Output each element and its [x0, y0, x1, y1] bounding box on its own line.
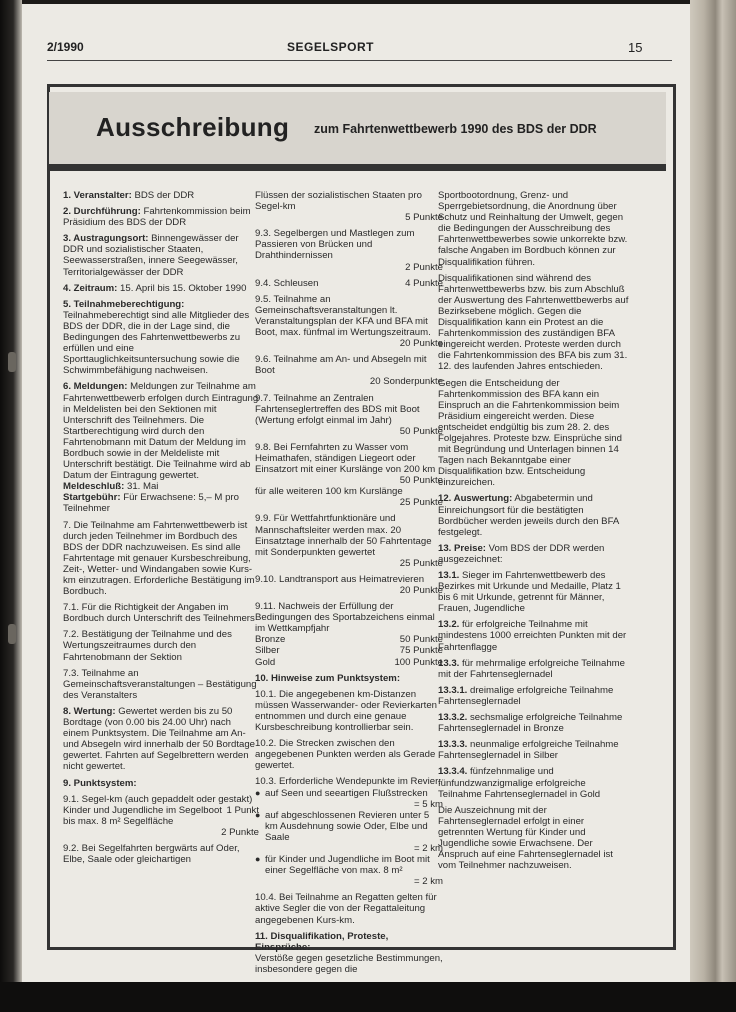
paragraph: 9.2. Bei Segelfahrten bergwärts auf Oder, Elbe, Saale oder gleichartigen	[63, 842, 240, 866]
list-item: ● auf Seen und seeartigen Flußstrecken = 5 km	[255, 788, 443, 810]
paragraph: 10. Hinweise zum Punktsystem:	[255, 672, 401, 684]
paragraph: Die Auszeichnung mit der Fahrtenseglernadel erfolgt in einer getrennten Wertung für Kinder und Jugendliche sowie Erwachsene. Der Anspruch auf eine Fahrtenseglernadel ist vom Teilnehmer nachzuweisen.	[438, 804, 613, 872]
column-2	[255, 190, 443, 980]
paragraph: 6. Meldungen: Meldungen zur Teilnahme am Fahrtenwettbewerb erfolgen durch Eintragung in Meldelisten bei den Sektionen mit Unterschrift des Teilnehmers. Die Startberechtigung wird durch den Fahrtenobmann mit Datum der Meldung im Bordbuch sowie in der Meldeliste mit Unterschrift bestätigt. Die Teilnahme wird ab Datum der Eintragung gewertet.	[63, 381, 259, 482]
magazine-name: SEGELSPORT	[287, 40, 375, 54]
paragraph: Sportbootordnung, Grenz- und Sperrgebietsordnung, die Anordnung über Schutz und Reinhaltung der Umwelt, gegen die Bedingungen der Ausschreibung des Fahrtenwettbewerbes sowie unkorrekte bzw. falsche Angaben im Bordbuch können zur Disqualifikation führen.	[438, 190, 628, 268]
paragraph: 1. Veranstalter: BDS der DDR	[63, 190, 195, 201]
paragraph: Flüssen der sozialistischen Staaten pro Segel-km 5 Punkte	[255, 190, 443, 224]
paragraph: 9.8. Bei Fernfahrten zu Wasser vom Heimathafen, ständigen Liegeort oder Einsatzort mit einer Kurslänge von 200 km 50 Punkte	[255, 441, 443, 487]
paragraph: 11. Disqualifikation, Proteste, Einsprüche:	[255, 930, 389, 953]
list-item: ● für Kinder und Jugendliche im Boot mit einer Segelfläche von max. 8 m² = 2 km	[255, 854, 443, 887]
medal-row: Gold 100 Punkte	[255, 656, 443, 668]
paragraph: 9.5. Teilnahme an Gemeinschaftsveranstaltungen lt. Veranstaltungsplan der KFA und BFA mit Boot, max. fünfmal im Wertungszeitraum. 20 Punkte	[255, 293, 443, 350]
paragraph: 13. Preise: Vom BDS der DDR werden ausgezeichnet:	[438, 542, 605, 565]
article-title: Ausschreibung	[96, 112, 290, 142]
paragraph: 8. Wertung: Gewertet werden bis zu 50 Bordtage (von 0.00 bis 24.00 Uhr) nach einem Punktsystem. Die Teilnahme am An- und Absegeln wird innerhalb der 50 Bordtage gewertet. Fahrten auf Segelbrettern werden nicht gewertet.	[63, 705, 256, 773]
scan-left-edge	[0, 0, 22, 1012]
paragraph: 13.3.1. dreimalige erfolgreiche Teilnahme Fahrtenseglernadel	[438, 684, 614, 707]
paragraph: 13.3.4. fünfzehnmalige und fünfundzwanzigmalige erfolgreiche Teilnahme Fahrtenseglernadel in Gold	[438, 766, 601, 800]
paragraph: 7.1. Für die Richtigkeit der Angaben im Bordbuch durch Unterschrift des Teilnehmers	[63, 602, 255, 625]
paragraph: für alle weiteren 100 km Kurslänge 25 Punkte	[255, 486, 443, 509]
paragraph: 13.2. für erfolgreiche Teilnahme mit mindestens 1000 erreichten Punkten mit der Fahrtenflagge	[438, 619, 627, 653]
paragraph: 7.2. Bestätigung der Teilnahme und des Wertungszeitraumes durch den Fahrtenobmann der Sektion	[63, 629, 232, 663]
header-rule	[47, 60, 672, 61]
paragraph: Verstöße gegen gesetzliche Bestimmungen, insbesondere gegen die	[255, 952, 443, 975]
paragraph: 13.3.3. neunmalige erfolgreiche Teilnahme Fahrtenseglernadel in Silber	[438, 739, 619, 762]
paragraph: 5. Teilnahmeberechtigung: Teilnahmeberechtigt sind alle Mitglieder des BDS der DDR, die in der Lage sind, die Bedingungen des Fahrtenwettbewerbs zu erfüllen und eine Sporttauglichkeitsuntersuchung sowie die Schwimmbefähigung nachweisen.	[63, 298, 250, 377]
list-item: ● auf abgeschlossenen Revieren unter 5 km Ausdehnung sowie Oder, Elbe und Saale = 2 km	[255, 810, 443, 854]
title-banner	[49, 92, 666, 164]
binding-hole-top	[8, 352, 16, 372]
paragraph: 9. Punktsystem:	[63, 777, 137, 789]
paragraph: 9.4. Schleusen 4 Punkte	[255, 277, 443, 289]
column-1	[63, 190, 259, 870]
article-subtitle: zum Fahrtenwettbewerb 1990 des BDS der DDR	[314, 122, 597, 136]
paragraph: 10.3. Erforderliche Wendepunkte im Revier:	[255, 776, 441, 788]
paragraph: Disqualifikationen sind während des Fahrtenwettbewerbs bzw. bis zum Abschluß der Auswertung des Fahrtenwettbewerbs auf Bezirksebene möglich. Gegen die Disqualifikation kann ein Protest an die Fahrtenkommission des zuständigen BFA eingereicht werden. Proteste werden durch die Fahrtenkommission des BFA bis zum 31. 12. des laufenden Jahres entschieden.	[438, 272, 629, 373]
paragraph: 4. Zeitraum: 15. April bis 15. Oktober 1990	[63, 282, 247, 294]
paragraph: 3. Austragungsort: Binnengewässer der DDR und sozialistischer Staaten, Seewasserstraßen, innere Seegewässer, Territorialgewässer der DDR	[63, 233, 239, 278]
paragraph: 7.3. Teilnahme an Gemeinschaftsveranstaltungen – Bestätigung des Veranstalters	[63, 667, 257, 701]
paragraph: Startgebühr: Für Erwachsene: 5,– M pro Teilnehmer	[63, 492, 239, 515]
paragraph: 9.3. Segelbergen und Mastlegen zum Passieren von Brücken und Drahthindernissen 2 Punkte	[255, 228, 443, 273]
paragraph: 9.7. Teilnahme an Zentralen Fahrtenseglertreffen des BDS mit Boot (Wertung erfolgt einmal im Jahr) 50 Punkte	[255, 392, 443, 437]
paragraph: 9.6. Teilnahme am An- und Absegeln mit Boot 20 Sonderpunkte	[255, 354, 443, 388]
scan-bottom-edge	[0, 982, 736, 1012]
paragraph: 12. Auswertung: Abgabetermin und Einreichungsort für die bestätigten Bordbücher werden jeweils durch den BFA festgelegt.	[438, 493, 619, 538]
paragraph: 9.9. Für Wettfahrtfunktionäre und Mannschaftsleiter werden max. 20 Einsatztage innerhalb der 50 Fahrtentage mit Sonderpunkten gewertet 25 Punkte	[255, 513, 443, 569]
book-page-stack	[690, 0, 736, 1012]
paragraph: Kinder und Jugendliche im Segelboot bis max. 8 m² Segelfläche 2 Punkte	[63, 804, 259, 838]
paragraph: 13.1. Sieger im Fahrtenwettbewerb des Bezirkes mit Urkunde und Medaille, Platz 1 bis 6 mit Urkunde, getrennt für Männer, Frauen, Jugendliche	[438, 570, 621, 615]
paragraph: Meldeschluß: 31. Mai	[63, 481, 159, 493]
medal-row: Bronze 50 Punkte	[255, 634, 443, 646]
paragraph: 10.2. Die Strecken zwischen den angegebenen Punkten werden als Gerade gewertet.	[255, 738, 436, 772]
paragraph: 13.3.2. sechsmalige erfolgreiche Teilnahme Fahrtenseglernadel in Bronze	[438, 712, 623, 735]
magazine-page	[22, 4, 690, 982]
paragraph: 10.4. Bei Teilnahme an Regatten gelten für aktive Segler die von der Regattaleitung angegebenen Kurs-km.	[255, 892, 437, 926]
binding-hole-bottom	[8, 624, 16, 644]
column-3	[438, 190, 630, 876]
title-divider	[49, 164, 666, 171]
issue-number: 2/1990	[47, 40, 84, 54]
paragraph: 9.11. Nachweis der Erfüllung der Bedingungen des Sportabzeichens einmal im Wettkampfjahr	[255, 601, 435, 635]
paragraph: 2. Durchführung: Fahrtenkommission beim Präsidium des BDS der DDR	[63, 206, 251, 229]
paragraph: 13.3. für mehrmalige erfolgreiche Teilnahme mit der Fahrtenseglernadel	[438, 657, 626, 680]
page-number: 15	[628, 40, 643, 55]
paragraph: 10.1. Die angegebenen km-Distanzen müssen Wasserwander- oder Revierkarten entnommen und durch eine genaue Kursbeschreibung kontrollierbar sein.	[255, 688, 437, 734]
paragraph: 9.1. Segel-km (auch gepaddelt oder gestakt) 1 Punkt	[63, 793, 259, 816]
paragraph: 9.10. Landtransport aus Heimatrevieren 20 Punkte	[255, 573, 443, 596]
paragraph: 7. Die Teilnahme am Fahrtenwettbewerb ist durch jeden Teilnehmer im Bordbuch des BDS der DDR nachzuweisen. Es sind alle Fahrtentage mit genauer Kursbeschreibung, Zeit-, Wetter- und Windangaben sowie Kurs-km einzutragen. Erforderliche Bestätigung im Bordbuch.	[63, 519, 255, 598]
paragraph: Gegen die Entscheidung der Fahrtenkommission des BFA kann ein Einspruch an die Fahrtenkommission beim Präsidium eingereicht werden. Diese entscheidet endgültig bis zum 28. 2. des Folgejahres. Proteste bzw. Einsprüche sind mit Begründung und Unterlagen binnen 14 Tagen nach Bekanntgabe einer Disqualifikation bzw. Entscheidung einzureichen.	[438, 377, 622, 489]
medal-row: Silber 75 Punkte	[255, 645, 443, 657]
